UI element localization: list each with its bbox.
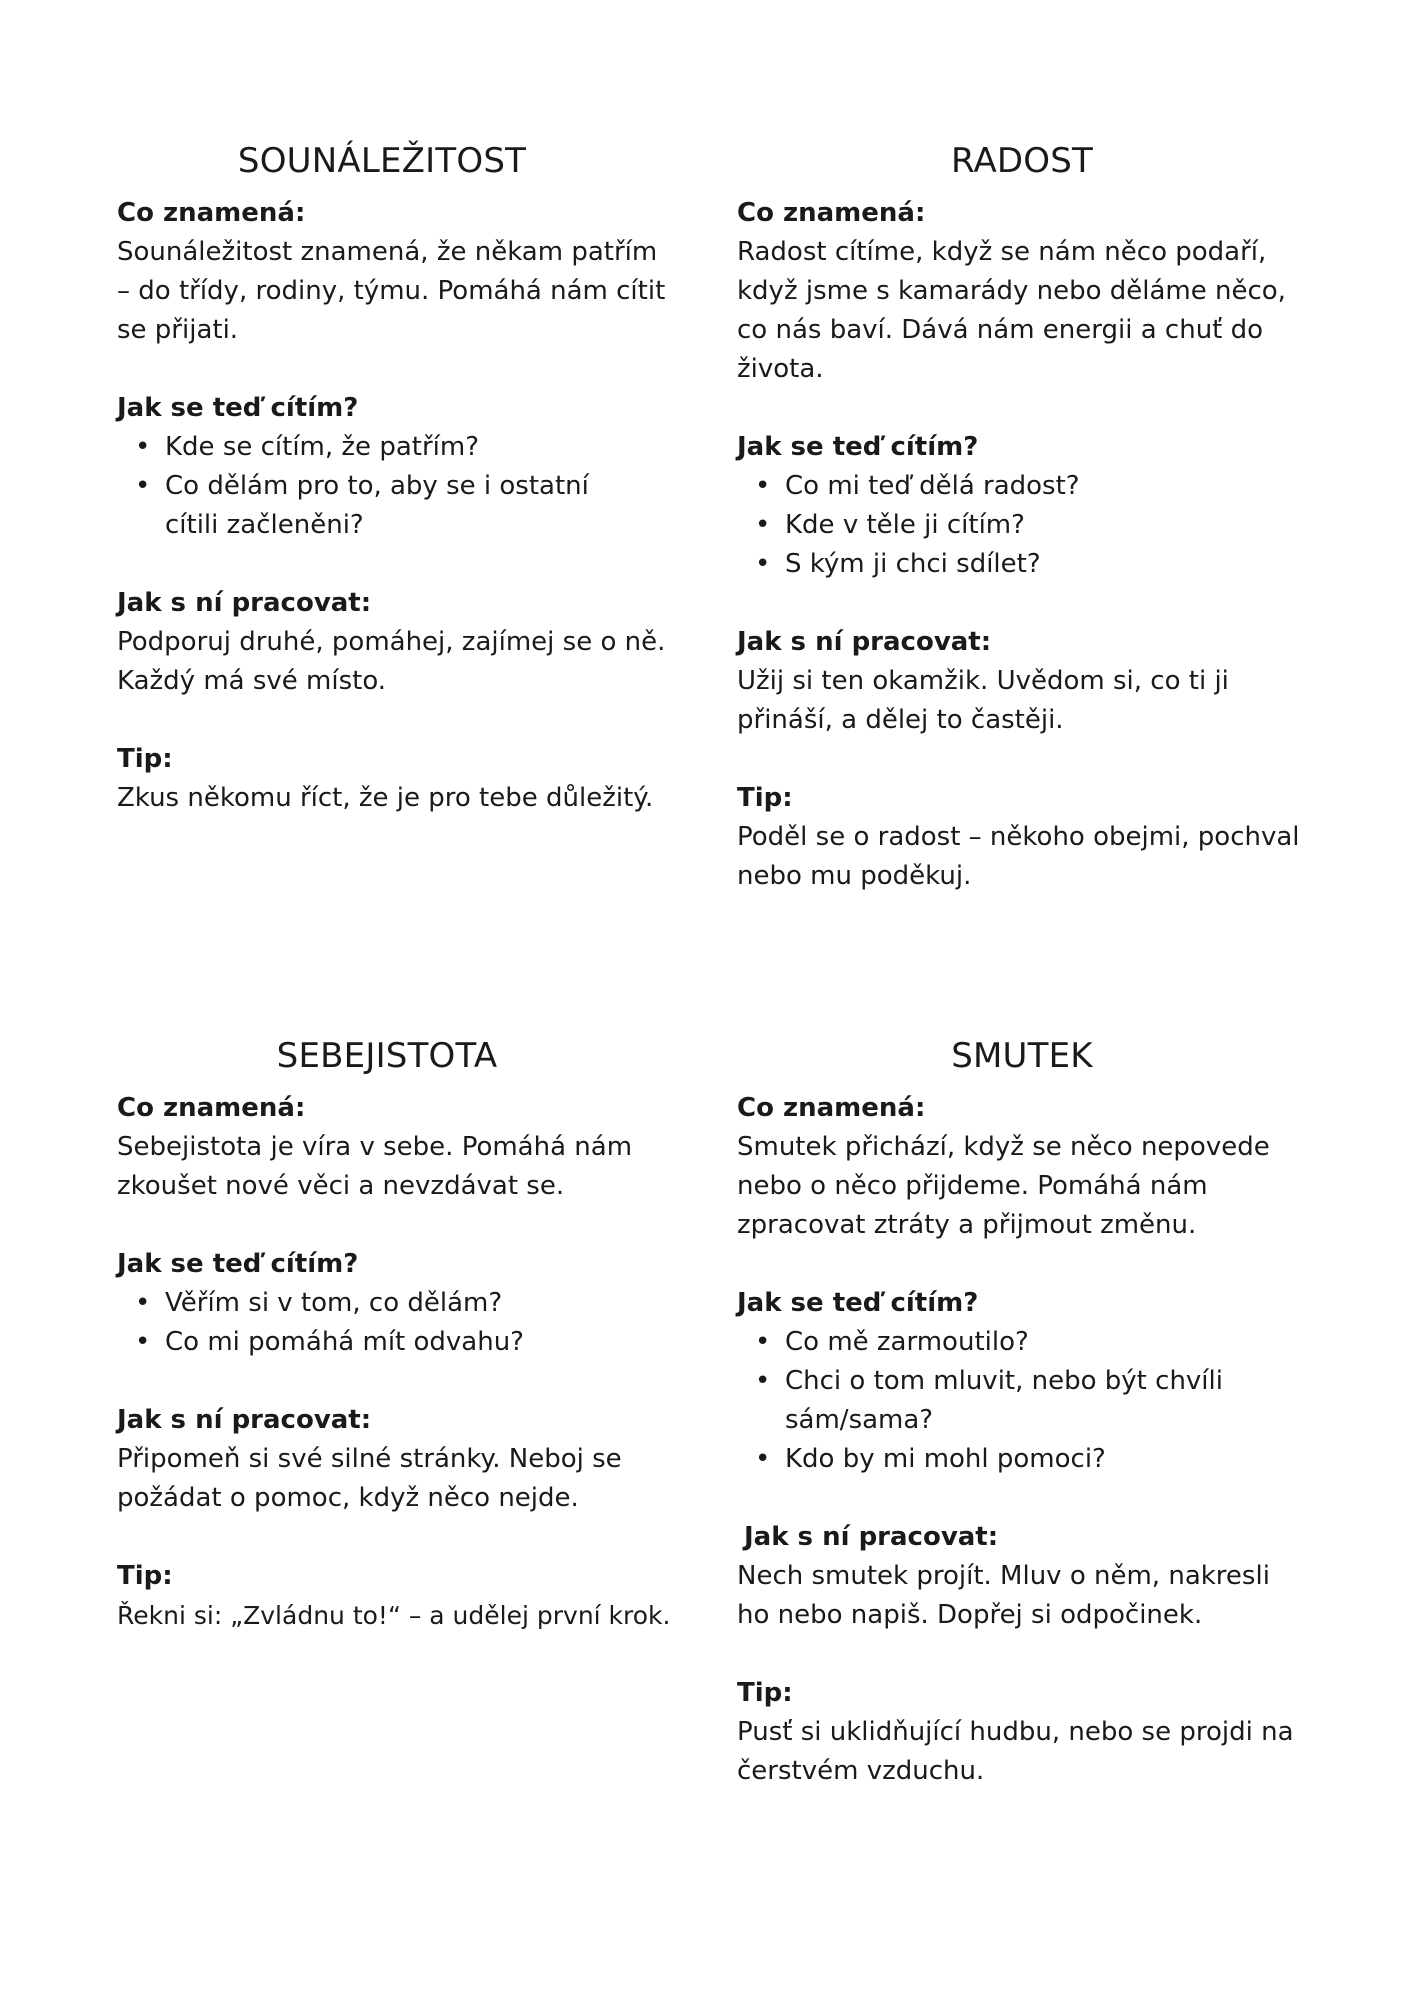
question-item: • Co mi pomáhá mít odvahu? — [165, 1323, 687, 1362]
question-item: • Co mě zarmoutilo? — [785, 1323, 1307, 1362]
meaning-heading: Co znamená: — [737, 1093, 926, 1123]
card-sounalezitost — [117, 140, 677, 818]
meaning-heading: Co znamená: — [737, 198, 926, 228]
question-item: • Kde v těle ji cítím? — [785, 506, 1307, 545]
question-item: • Kde se cítím, že patřím? — [165, 428, 677, 467]
meaning-text: Sebejistota je víra v sebe. Pomáhá nám zkoušet nové věci a nevzdávat se. — [117, 1132, 633, 1201]
tip-text: Řekni si: „Zvládnu to!“ – a udělej první krok. — [117, 1601, 671, 1630]
tip-text: Pusť si uklidňující hudbu, nebo se projdi na čerstvém vzduchu. — [737, 1717, 1294, 1786]
meaning-text: Radost cítíme, když se nám něco podaří, když jsme s kamarády nebo děláme něco, co nás baví. Dává nám energii a chuť do života. — [737, 237, 1286, 384]
question-item: • Chci o tom mluvit, nebo být chvíli sám/sama? — [785, 1362, 1245, 1440]
question-item: • Co mi teď dělá radost? — [785, 467, 1307, 506]
tip-text: Poděl se o radost – někoho obejmi, pochval nebo mu poděkuj. — [737, 822, 1300, 891]
work-heading: Jak s ní pracovat: — [117, 588, 372, 618]
card-title: SOUNÁLEŽITOST — [237, 141, 527, 181]
work-heading: Jak s ní pracovat: — [737, 627, 992, 657]
card-title: RADOST — [951, 141, 1093, 181]
card-radost — [737, 140, 1307, 896]
tip-heading: Tip: — [117, 1561, 173, 1591]
question-item: • S kým ji chci sdílet? — [785, 545, 1307, 584]
question-item: • Co dělám pro to, aby se i ostatní cítili začleněni? — [165, 467, 645, 545]
work-heading: Jak s ní pracovat: — [744, 1522, 999, 1552]
work-text: Nech smutek projít. Mluv o něm, nakresli ho nebo napiš. Dopřej si odpočinek. — [737, 1561, 1270, 1630]
meaning-text: Sounáležitost znamená, že někam patřím – do třídy, rodiny, týmu. Pomáhá nám cítit se přijati. — [117, 237, 666, 345]
question-item: • Kdo by mi mohl pomoci? — [785, 1440, 1307, 1479]
feel-heading: Jak se teď cítím? — [117, 1249, 359, 1279]
feel-heading: Jak se teď cítím? — [737, 432, 979, 462]
card-smutek — [737, 1035, 1307, 1791]
question-list — [117, 428, 677, 545]
work-text: Připomeň si své silné stránky. Neboj se požádat o pomoc, když něco nejde. — [117, 1444, 622, 1513]
question-list — [737, 1323, 1307, 1479]
meaning-heading: Co znamená: — [117, 198, 306, 228]
card-title: SMUTEK — [951, 1036, 1093, 1076]
work-heading: Jak s ní pracovat: — [117, 1405, 372, 1435]
tip-text: Zkus někomu říct, že je pro tebe důležitý. — [117, 783, 654, 813]
question-list — [737, 467, 1307, 584]
work-text: Užij si ten okamžik. Uvědom si, co ti ji přináší, a dělej to častěji. — [737, 666, 1229, 735]
tip-heading: Tip: — [737, 783, 793, 813]
question-item: • Věřím si v tom, co dělám? — [165, 1284, 687, 1323]
tip-heading: Tip: — [117, 744, 173, 774]
card-title: SEBEJISTOTA — [276, 1036, 498, 1076]
feel-heading: Jak se teď cítím? — [117, 393, 359, 423]
feel-heading: Jak se teď cítím? — [737, 1288, 979, 1318]
tip-heading: Tip: — [737, 1678, 793, 1708]
question-list — [117, 1284, 687, 1362]
work-text: Podporuj druhé, pomáhej, zajímej se o ně. Každý má své místo. — [117, 627, 666, 696]
meaning-heading: Co znamená: — [117, 1093, 306, 1123]
meaning-text: Smutek přichází, když se něco nepovede nebo o něco přijdeme. Pomáhá nám zpracovat ztráty a přijmout změnu. — [737, 1132, 1270, 1240]
card-sebejistota — [117, 1035, 687, 1635]
